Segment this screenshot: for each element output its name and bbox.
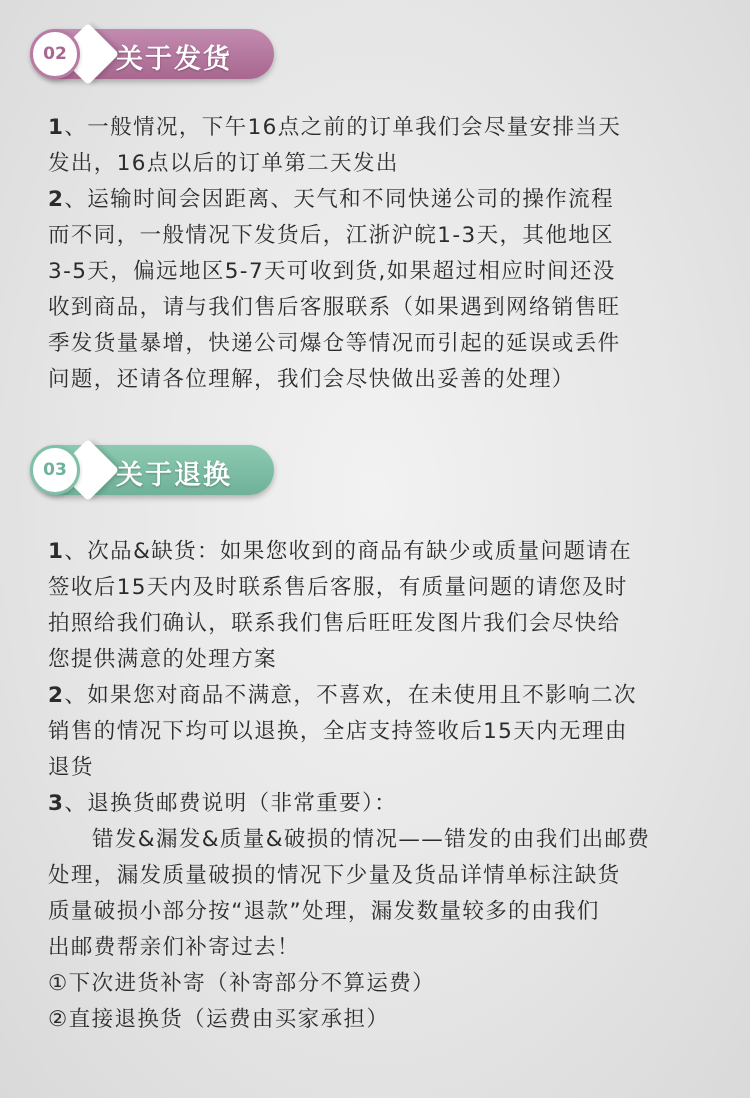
section-02-banner <box>30 29 232 79</box>
text-line: 错发&漏发&质量&破损的情况——错发的由我们出邮费 <box>92 827 651 852</box>
text-line: ①下次进货补寄（补寄部分不算运费） <box>48 971 436 996</box>
text-line: 销售的情况下均可以退换，全店支持签收后15天内无理由 <box>48 719 628 744</box>
text-line: 收到商品，请与我们售后客服联系（如果遇到网络销售旺 <box>48 295 621 320</box>
text-line: 2、运输时间会因距离、天气和不同快递公司的操作流程 <box>48 187 614 212</box>
text-line: 1、次品&缺货：如果您收到的商品有缺少或质量问题请在 <box>48 539 633 564</box>
text-line: 3-5天，偏远地区5-7天可收到货,如果超过相应时间还没 <box>48 259 616 284</box>
text-line: 1、一般情况，下午16点之前的订单我们会尽量安排当天 <box>48 115 622 140</box>
text-line: 拍照给我们确认，联系我们售后旺旺发图片我们会尽快给 <box>48 611 621 636</box>
text-line: 签收后15天内及时联系售后客服，有质量问题的请您及时 <box>48 575 628 600</box>
text-line: 处理，漏发质量破损的情况下少量及货品详情单标注缺货 <box>48 863 621 888</box>
text-line: 季发货量暴增，快递公司爆仓等情况而引起的延误或丢件 <box>48 331 621 356</box>
section-03-title: 关于退换 <box>116 460 232 491</box>
text-line: 而不同，一般情况下发货后，江浙沪皖1-3天，其他地区 <box>48 223 615 248</box>
section-02-title: 关于发货 <box>116 44 232 75</box>
section-02-number-badge: 02 <box>30 29 80 79</box>
text-line: 质量破损小部分按“退款”处理，漏发数量较多的由我们 <box>48 899 600 924</box>
text-line: 您提供满意的处理方案 <box>48 647 278 672</box>
section-02-body <box>48 110 728 398</box>
section-03-body <box>48 534 728 1038</box>
text-line: 发出，16点以后的订单第二天发出 <box>48 151 399 176</box>
text-line: 2、如果您对商品不满意，不喜欢，在未使用且不影响二次 <box>48 683 637 708</box>
text-line: 退货 <box>48 755 94 780</box>
text-line: 3、退换货邮费说明（非常重要）： <box>48 791 398 816</box>
section-03-banner <box>30 445 232 495</box>
text-line: ②直接退换货（运费由买家承担） <box>48 1007 390 1032</box>
section-03-number-badge: 03 <box>30 445 80 495</box>
text-line: 出邮费帮亲们补寄过去！ <box>48 935 300 960</box>
text-line: 问题，还请各位理解，我们会尽快做出妥善的处理） <box>48 367 575 392</box>
